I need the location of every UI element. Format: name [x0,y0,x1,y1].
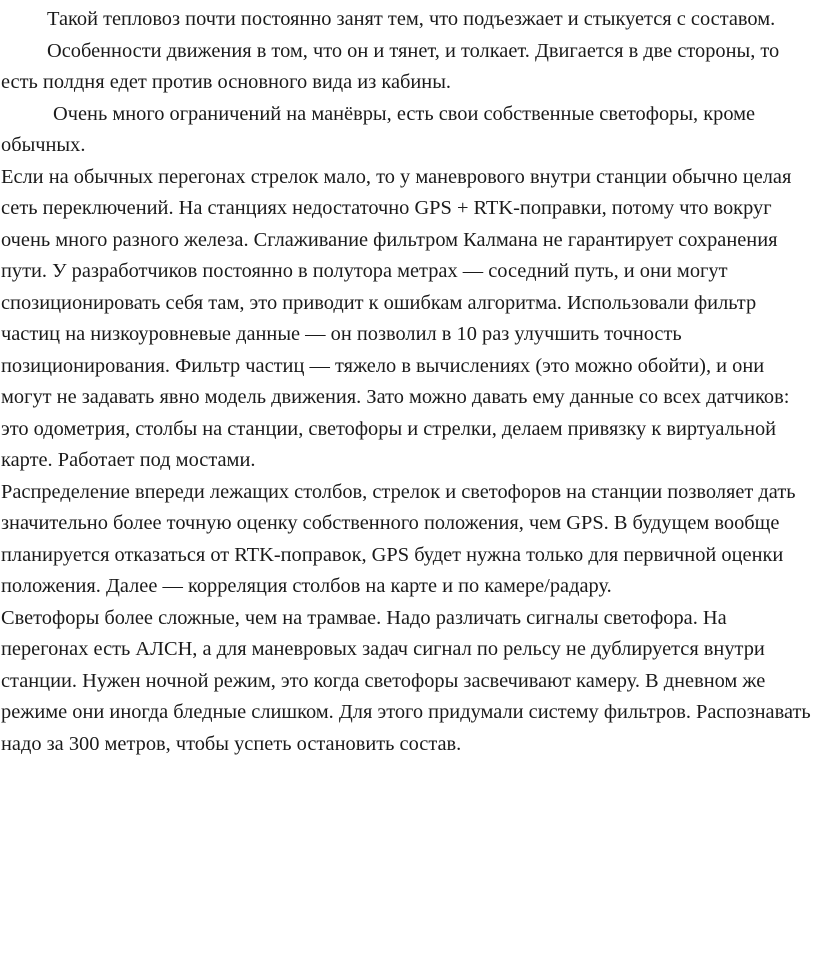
paragraph-maneuver-restrictions: Очень много ограничений на манёвры, есть свои собственные светофоры, кроме обычных. [1,102,756,156]
paragraph-traffic-lights: Светофоры более сложные, чем на трамвае. Надо различать сигналы светофора. На перегонах есть АЛСН, а для маневровых задач сигнал по рельсу не дублируется внутри станции. Нужен ночной режим, это когда светофоры засвечивают камеру. В дневном же режиме они иногда бледные слишком. Для этого придумали систему фильтров. Распознавать надо за 300 метров, чтобы успеть остановить состав. [1,606,811,755]
paragraph-localization: Если на обычных перегонах стрелок мало, то у маневрового внутри станции обычно целая сеть переключений. На станциях недостаточно GPS + RTK-поправки, потому что вокруг очень много разного железа. Сглаживание фильтром Калмана не гарантирует сохранения пути. У разработчиков постоянно в полутора метрах — соседний путь, и они могут спозиционировать себя там, это приводит к ошибкам алгоритма. Использовали фильтр частиц на низкоуровневые данные — он позволил в 10 раз улучшить точность позиционирования. Фильтр частиц — тяжело в вычислениях (это можно обойти), и они могут не задавать явно модель движения. Зато можно давать ему данные со всех датчиков: это одометрия, столбы на станции, светофоры и стрелки, делаем привязку к виртуальной карте. Работает под мостами. [1,165,792,471]
paragraph-movement-features: Особенности движения в том, что он и тянет, и толкает. Двигается в две стороны, то есть полдня едет против основного вида из кабины. [1,39,780,93]
paragraph-shunting-locomotive: Такой тепловоз почти постоянно занят тем, что подъезжает и стыкуется с составом. [47,8,776,30]
paragraph-position-estimation: Распределение впереди лежащих столбов, стрелок и светофоров на станции позволяет дать значительно более точную оценку собственного положения, чем GPS. В будущем вообще планируется отказаться от RTK-поправок, GPS будет нужна только для первичной оценки положения. Далее — корреляция столбов на карте и по камере/радару. [1,480,796,597]
